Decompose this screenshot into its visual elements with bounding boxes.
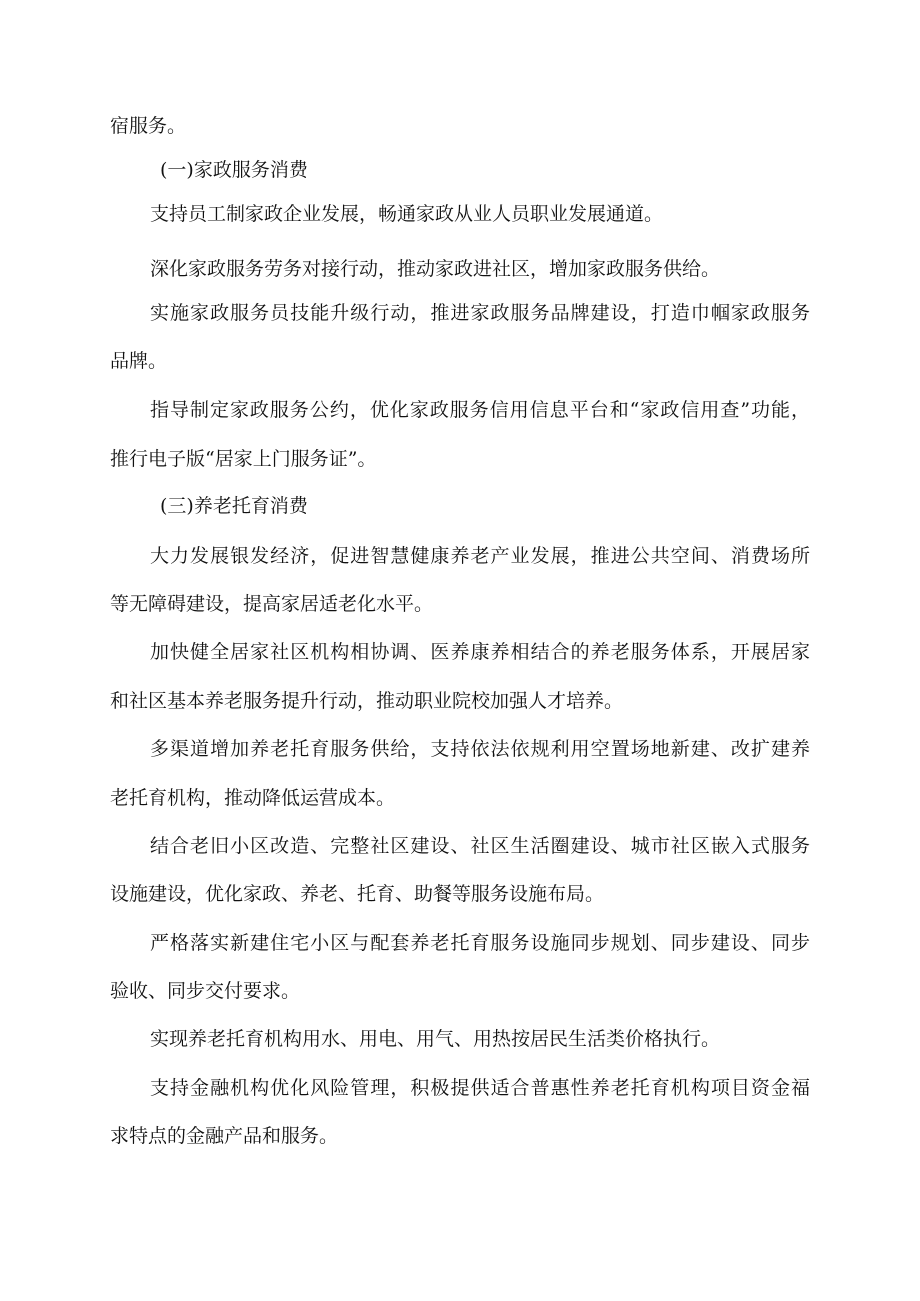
paragraph-line: 结合老旧小区改造、完整社区建设、社区生活圈建设、城市社区嵌入式服务 [150,835,810,857]
paragraph-line: 多渠道增加养老托育服务供给，支持依法依规利用空置场地新建、改扩建养 [150,738,810,760]
paragraph-line: 大力发展银发经济，促进智慧健康养老产业发展，推进公共空间、消费场所 [150,545,810,567]
paragraph-line: 等无障碍建设，提高家居适老化水平。 [110,593,434,615]
paragraph-line: 和社区基本养老服务提升行动，推动职业院校加强人才培养。 [110,690,624,712]
paragraph-line: 指导制定家政服务公约，优化家政服务信用信息平台和“家政信用查”功能， [150,399,810,421]
paragraph-line: 支持员工制家政企业发展，畅通家政从业人员职业发展通道。 [150,203,664,225]
paragraph-line: 设施建设，优化家政、养老、托育、助餐等服务设施布局。 [110,883,605,905]
paragraph-line: 老托育机构，推动降低运营成本。 [110,787,396,809]
paragraph-line: 严格落实新建住宅小区与配套养老托育服务设施同步规划、同步建设、同步 [150,932,810,954]
paragraph-line: 实现养老托育机构用水、用电、用气、用热按居民生活类价格执行。 [150,1028,721,1050]
paragraph-line: 宿服务。 [110,115,187,137]
paragraph-line: 支持金融机构优化风险管理，积极提供适合普惠性养老托育机构项目资金福 [150,1077,810,1099]
paragraph-line: 实施家政服务员技能升级行动，推进家政服务品牌建设，打造巾帼家政服务 [150,302,810,324]
section-heading-household-services: (一)家政服务消费 [160,159,308,181]
paragraph-line: 推行电子版“居家上门服务证”。 [110,448,377,470]
section-heading-elderly-childcare: (三)养老托育消费 [160,495,308,517]
paragraph-line: 验收、同步交付要求。 [110,980,301,1002]
paragraph-line: 品牌。 [110,350,168,372]
paragraph-line: 求特点的金融产品和服务。 [110,1125,339,1147]
paragraph-line: 加快健全居家社区机构相协调、医养康养相结合的养老服务体系，开展居家 [150,641,810,663]
paragraph-line: 深化家政服务劳务对接行动，推动家政进社区，增加家政服务供给。 [150,258,721,280]
